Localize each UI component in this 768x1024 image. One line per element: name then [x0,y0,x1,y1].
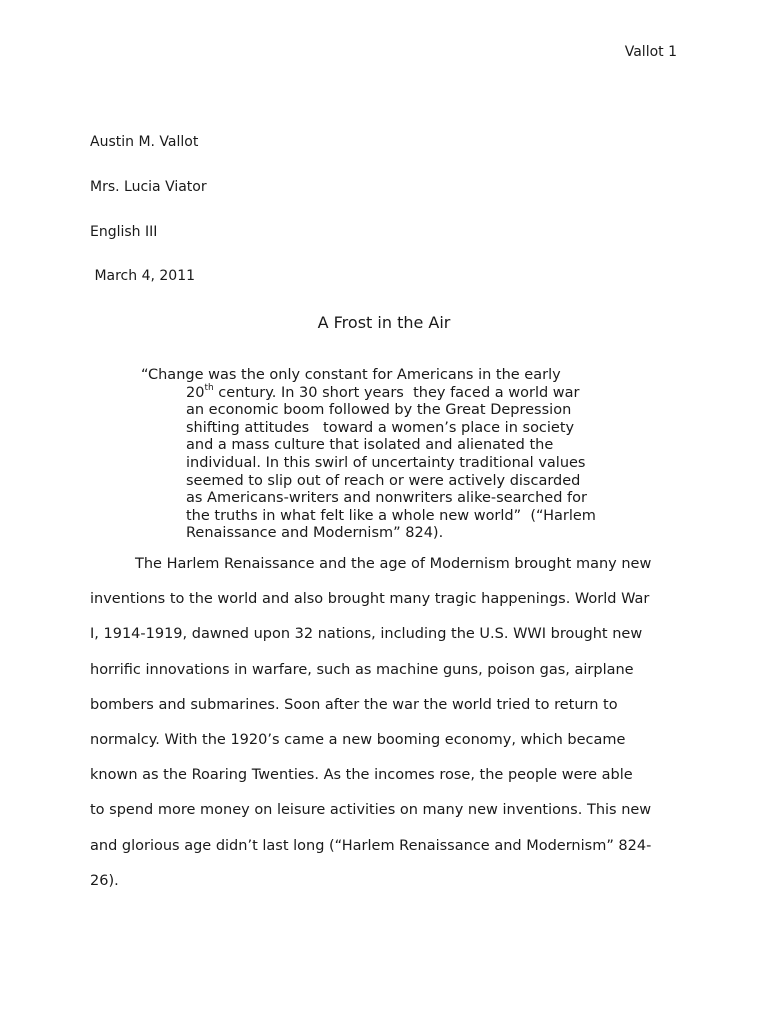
quote-text: 20 [186,384,205,401]
body-line: inventions to the world and also brought many tragic happenings. World War [90,591,650,608]
body-line: known as the Roaring Twenties. As the incomes rose, the people were able [90,767,633,784]
quote-line: Renaissance and Modernism” 824). [186,525,444,542]
body-paragraph [90,553,680,905]
body-line: horrific innovations in warfare, such as machine guns, poison gas, airplane [90,661,634,678]
quote-line: an economic boom followed by the Great Depression [186,402,572,419]
quote-line: shifting attitudes toward a women’s place in society [186,419,575,436]
block-quote [141,367,641,543]
body-line: 26). [90,872,119,889]
body-line: The Harlem Renaissance and the age of Modernism brought many new [135,556,652,572]
teacher-name: Mrs. Lucia Viator [90,179,207,195]
quote-text: century. In 30 short years they faced a world war [213,384,580,401]
essay-title: A Frost in the Air [317,313,451,332]
superscript: th [204,382,214,393]
quote-line: and a mass culture that isolated and alienated the [186,437,554,454]
body-line: and glorious age didn’t last long (“Harlem Renaissance and Modernism” 824- [90,837,652,854]
quote-line: individual. In this swirl of uncertainty traditional values [186,454,586,471]
course-name: English III [90,224,158,240]
quote-line: as Americans-writers and nonwriters alike-searched for [186,490,587,507]
quote-line [141,382,641,403]
date: March 4, 2011 [90,268,196,284]
body-line: I, 1914-1919, dawned upon 32 nations, including the U.S. WWI brought new [90,626,643,643]
body-line: to spend more money on leisure activities on many new inventions. This new [90,802,652,819]
body-line: normalcy. With the 1920’s came a new booming economy, which became [90,731,626,748]
quote-line: “Change was the only constant for Americans in the early [141,367,561,383]
author-name: Austin M. Vallot [90,134,199,150]
page-header: Vallot 1 [624,44,677,60]
quote-line: the truths in what felt like a whole new world” (“Harlem [186,507,596,524]
body-line: bombers and submarines. Soon after the war the world tried to return to [90,696,618,713]
quote-line: seemed to slip out of reach or were actively discarded [186,472,581,489]
